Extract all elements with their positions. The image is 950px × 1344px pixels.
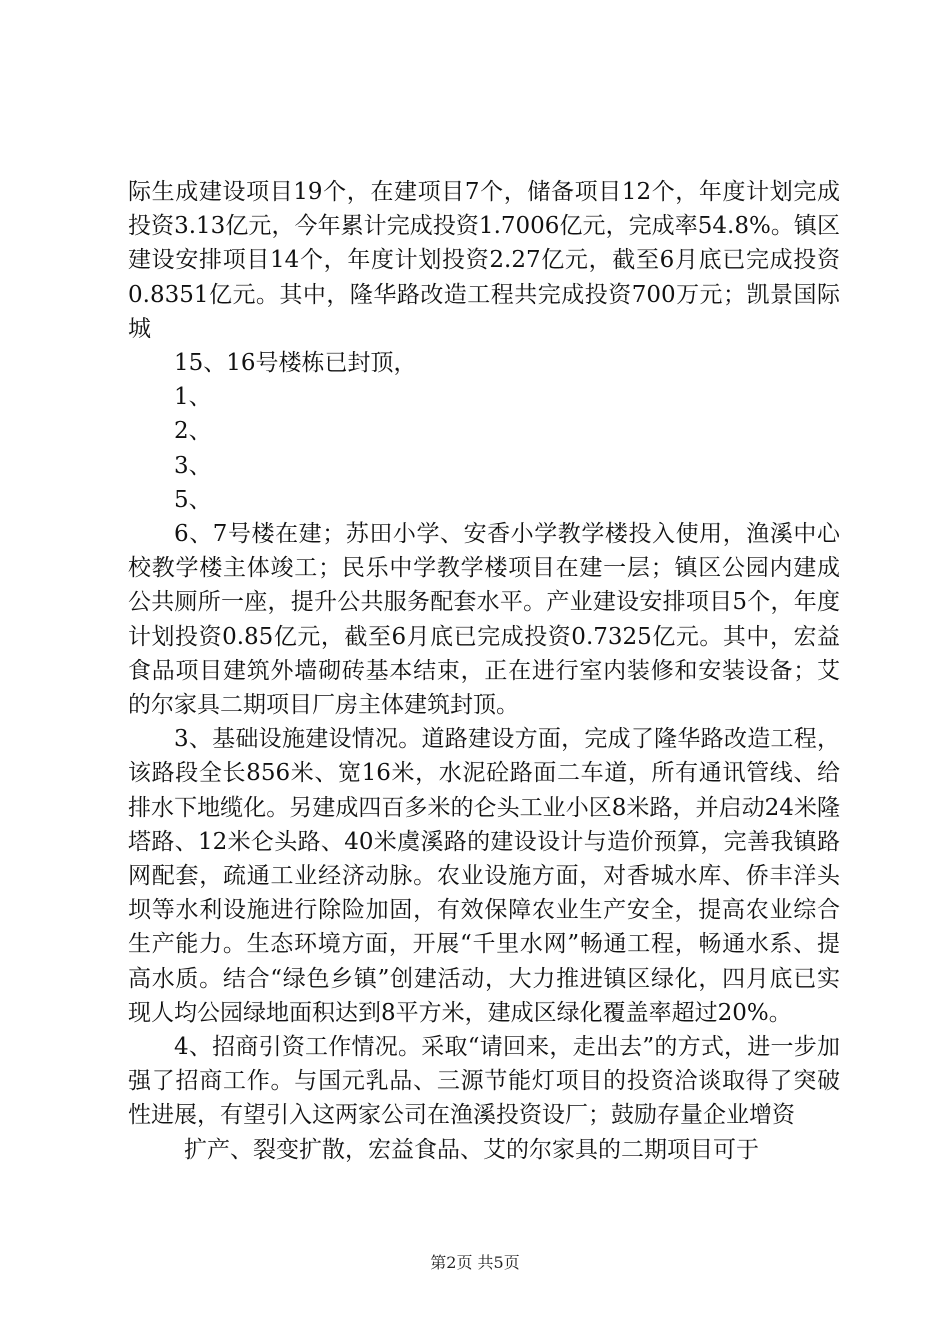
paragraph-4: 2、 xyxy=(174,418,212,445)
paragraph-9: 4、招商引资工作情况。采取“请回来，走出去”的方式，进一步加强了招商工作。与国元乳品、三源节能灯项目的投资洽谈取得了突破性进展，有望引入这两家公司在渔溪投资设厂；鼓励存量企业增资 xyxy=(128,1034,840,1129)
paragraph-8: 3、基础设施建设情况。道路建设方面，完成了隆华路改造工程，该路段全长856米、宽16米，水泥砼路面二车道，所有通讯管线、给排水下地缆化。另建成四百多米的仑头工业小区8米路，并启动24米隆塔路、12米仑头路、40米虞溪路的建设设计与造价预算，完善我镇路网配套，疏通工业经济动脉。农业设施方面，对香城水库、侨丰洋头坝等水利设施进行除险加固，有效保障农业生产安全，提高农业综合生产能力。生态环境方面，开展“千里水网”畅通工程，畅通水系、提高水质。结合“绿色乡镇”创建活动，大力推进镇区绿化，四月底已实现人均公园绿地面积达到8平方米，建成区绿化覆盖率超过20%。 xyxy=(128,726,840,1026)
paragraph-5: 3、 xyxy=(174,452,212,479)
paragraph-2: 15、16号楼栋已封顶， xyxy=(174,350,417,377)
paragraph-10: 扩产、裂变扩散，宏益食品、艾的尔家具的二期项目可于 xyxy=(184,1136,759,1163)
document-body xyxy=(128,175,840,1167)
paragraph-6: 5、 xyxy=(174,486,212,513)
paragraph-3: 1、 xyxy=(174,384,212,411)
paragraph-7: 6、7号楼在建；苏田小学、安香小学教学楼投入使用，渔溪中心校教学楼主体竣工；民乐中学教学楼项目在建一层；镇区公园内建成公共厕所一座，提升公共服务配套水平。产业建设安排项目5个，年度计划投资0.85亿元，截至6月底已完成投资0.7325亿元。其中，宏益食品项目建筑外墙砌砖基本结束，正在进行室内装修和安装设备；艾的尔家具二期项目厂房主体建筑封顶。 xyxy=(128,521,840,719)
paragraph-1: 际生成建设项目19个，在建项目7个，储备项目12个，年度计划完成投资3.13亿元，今年累计完成投资1.7006亿元，完成率54.8%。镇区建设安排项目14个，年度计划投资2.27亿元，截至6月底已完成投资0.8351亿元。其中，隆华路改造工程共完成投资700万元；凯景国际城 xyxy=(128,179,840,342)
page-footer: 第2页 共5页 xyxy=(430,1253,520,1272)
